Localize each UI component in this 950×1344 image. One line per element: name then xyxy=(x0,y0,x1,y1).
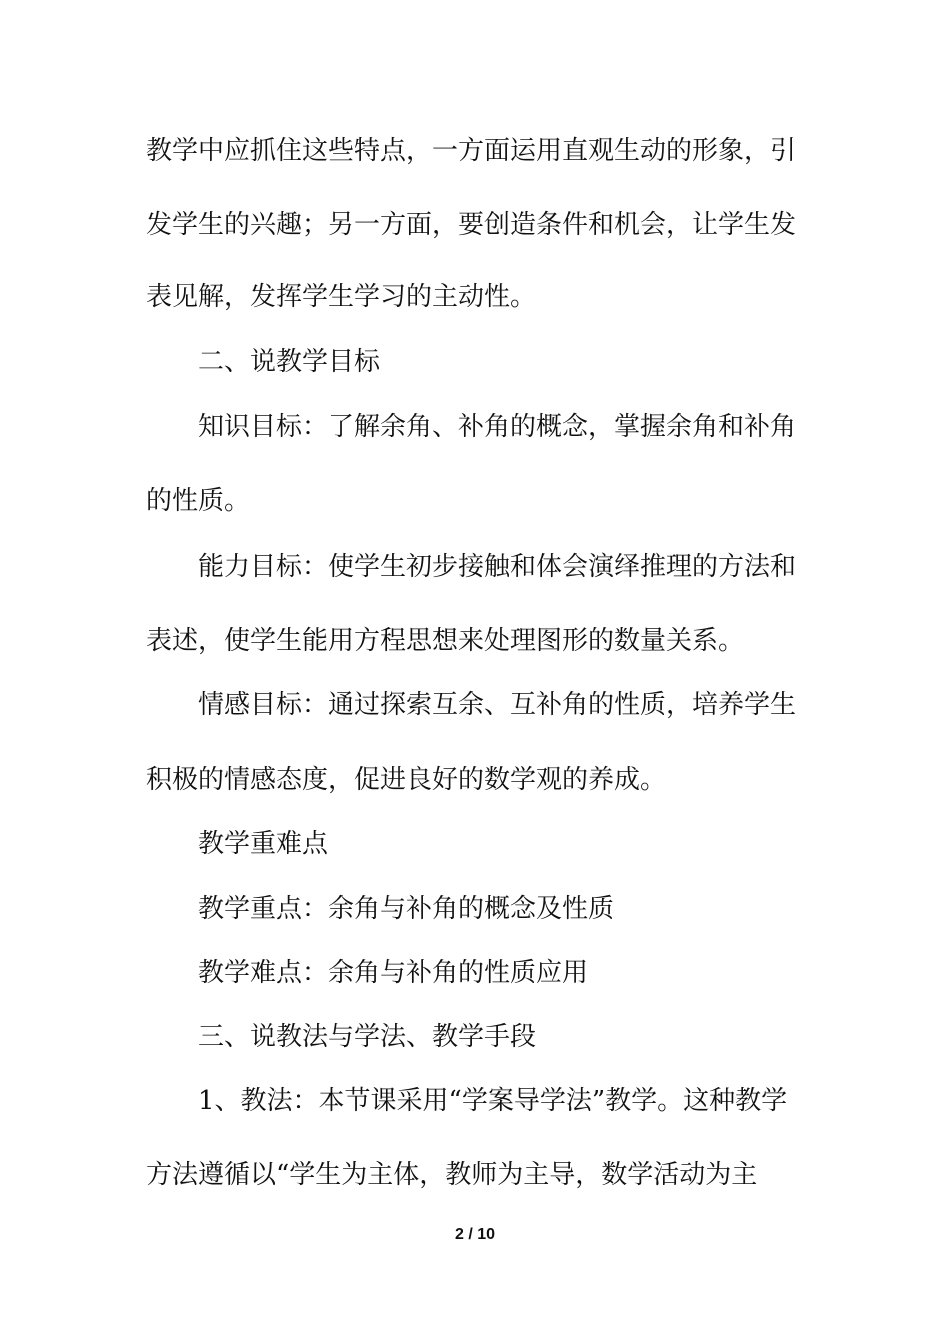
page-number: 2 / 10 xyxy=(454,1226,496,1243)
body-text-line: 积极的情感态度，促进良好的数学观的养成。 xyxy=(146,765,667,795)
body-text-line: 能力目标：使学生初步接触和体会演绎推理的方法和 xyxy=(198,552,797,582)
body-text-line: 表见解，发挥学生学习的主动性。 xyxy=(146,282,537,312)
section-heading: 二、说教学目标 xyxy=(198,347,381,377)
body-text-line: 的性质。 xyxy=(146,486,251,516)
body-text-line: 方法遵循以“学生为主体，教师为主导，数学活动为主 xyxy=(146,1160,758,1190)
body-text-line: 情感目标：通过探索互余、互补角的性质，培养学生 xyxy=(198,690,797,720)
body-text-line: 教学难点：余角与补角的性质应用 xyxy=(198,958,589,988)
body-text-line: 知识目标：了解余角、补角的概念，掌握余角和补角 xyxy=(198,412,797,442)
body-text-line: 表述，使学生能用方程思想来处理图形的数量关系。 xyxy=(146,626,745,656)
subsection-heading: 教学重难点 xyxy=(198,829,329,859)
body-text-line: 教学重点：余角与补角的概念及性质 xyxy=(198,894,615,924)
body-text-line: 1、教法：本节课采用“学案导学法”教学。这种教学 xyxy=(198,1086,788,1116)
body-text-line: 发学生的兴趣；另一方面，要创造条件和机会，让学生发 xyxy=(146,210,797,240)
body-text-line: 教学中应抓住这些特点，一方面运用直观生动的形象，引 xyxy=(146,136,797,166)
section-heading: 三、说教法与学法、教学手段 xyxy=(198,1022,537,1052)
